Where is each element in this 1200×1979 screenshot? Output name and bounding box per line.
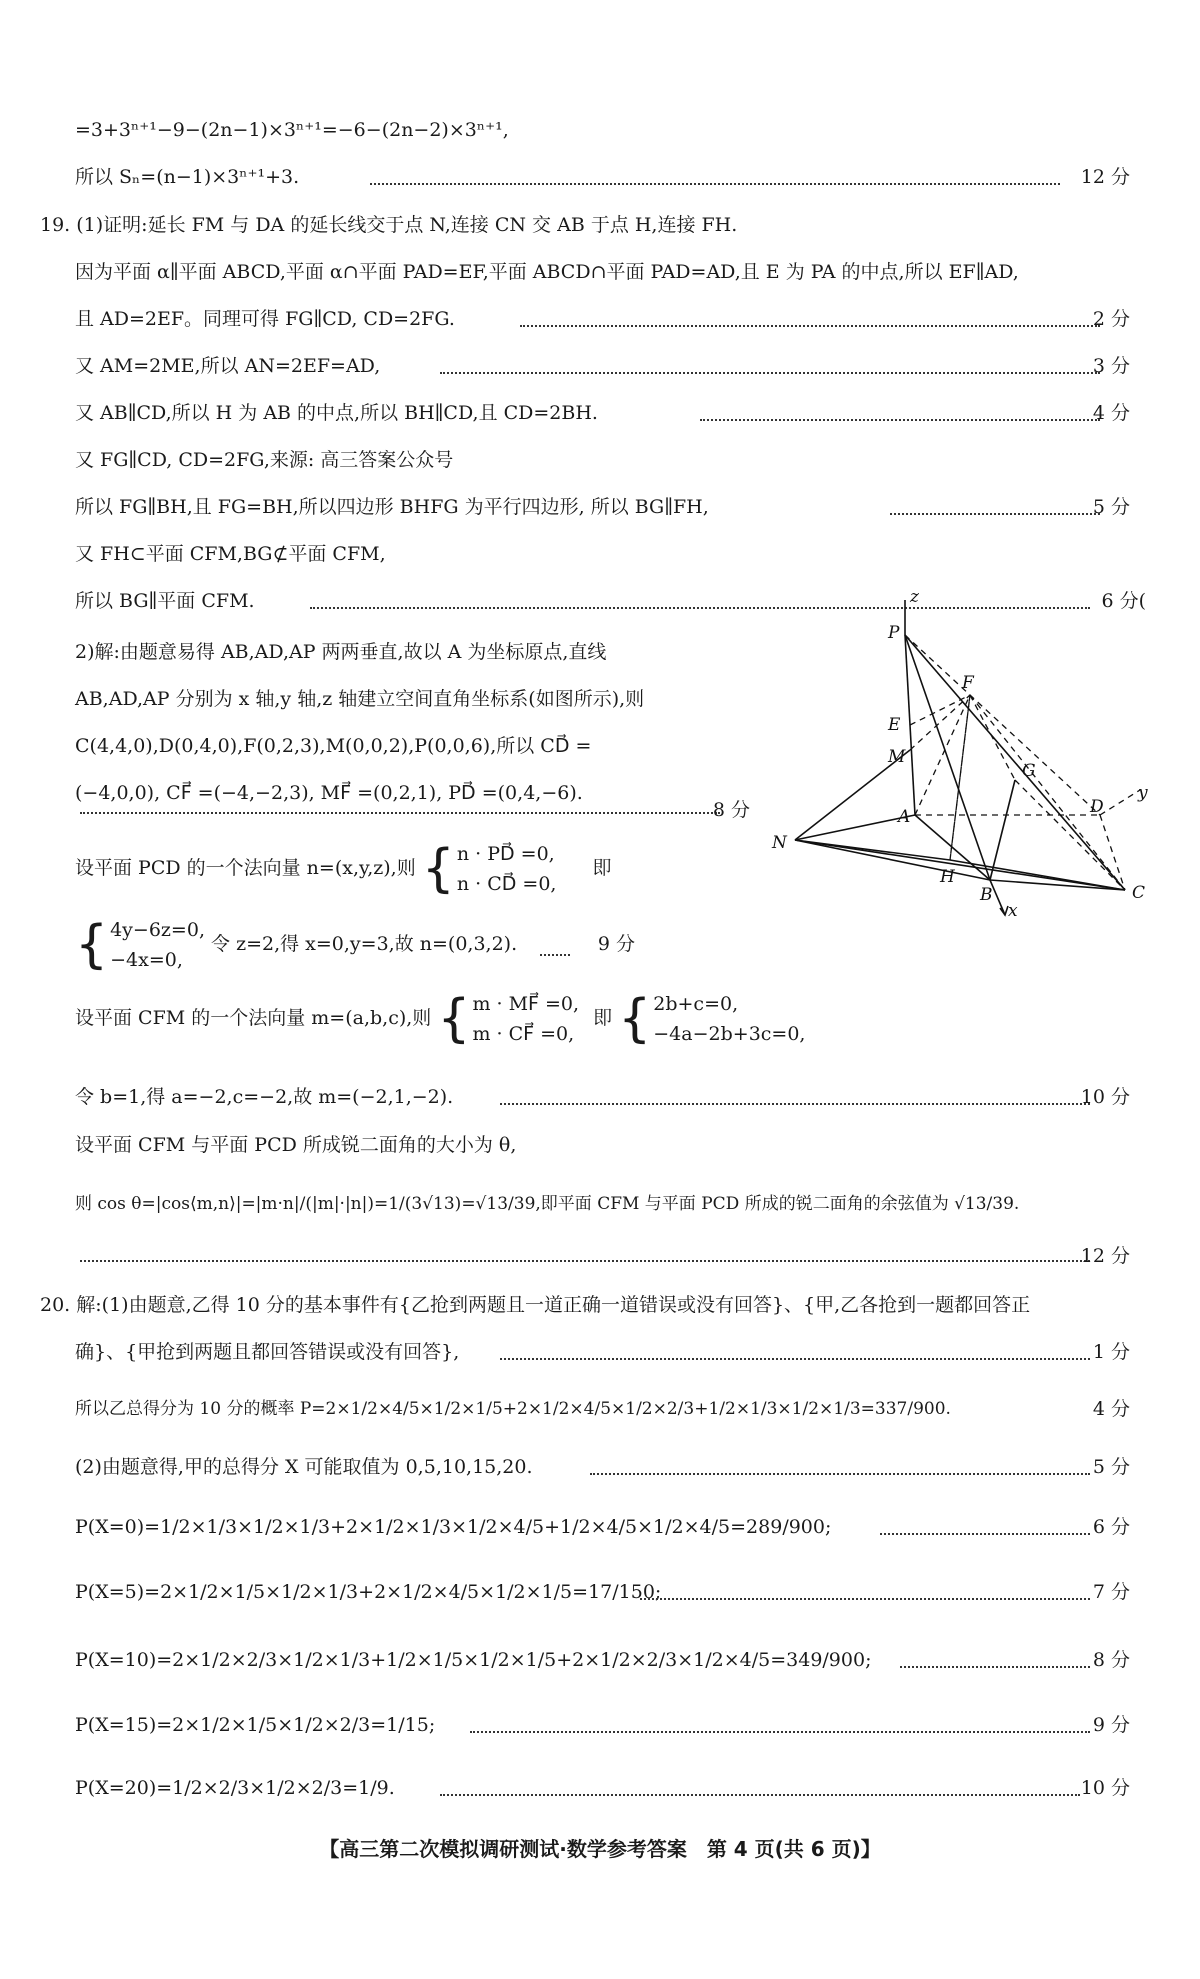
- dot-leader: [500, 1103, 1090, 1105]
- score-mark: 9 分: [597, 933, 635, 955]
- proof-line: 又 AM=2ME,所以 AN=2EF=AD,: [75, 355, 381, 377]
- score-mark: 10 分: [1080, 1777, 1130, 1799]
- solution-line: AB,AD,AP 分别为 x 轴,y 轴,z 轴建立空间直角坐标系(如图所示),则: [75, 688, 645, 710]
- normal-m-intro: 设平面 CFM 的一个法向量 m=(a,b,c),则: [75, 1007, 432, 1029]
- dot-leader: [880, 1533, 1090, 1535]
- dot-leader: [700, 419, 1100, 421]
- solution-line: (2)由题意得,甲的总得分 X 可能取值为 0,5,10,15,20.: [75, 1456, 533, 1478]
- normal-n-intro: 设平面 PCD 的一个法向量 n=(x,y,z),则: [75, 857, 416, 879]
- dot-leader: [640, 1598, 1090, 1600]
- system-row: 4y−6z=0,: [110, 919, 205, 941]
- dot-leader: [440, 1794, 1080, 1796]
- system-row: n · CD⃗ =0,: [456, 873, 557, 895]
- score-mark: 1 分: [1092, 1341, 1130, 1363]
- label-z: z: [910, 590, 919, 607]
- proof-line: 所以 FG∥BH,且 FG=BH,所以四边形 BHFG 为平行四边形, 所以 BG∥FH,: [75, 496, 709, 518]
- dot-leader: [520, 325, 1100, 327]
- solution-line: C(4,4,0),D(0,4,0),F(0,2,3),M(0,0,2),P(0,0,6),所以 CD⃗ =: [75, 735, 592, 757]
- dot-leader: [500, 1358, 1090, 1360]
- probability-line: P(X=15)=2×1/2×1/5×1/2×2/3=1/15;: [75, 1714, 436, 1736]
- label-h: H: [940, 867, 955, 887]
- dot-leader: [540, 954, 570, 956]
- probability-line: P(X=0)=1/2×1/3×1/2×1/3+2×1/2×1/3×1/2×4/5+1/2×4/5×1/2×4/5=289/900;: [75, 1516, 832, 1538]
- score-mark: 8 分: [1092, 1649, 1130, 1671]
- proof-line: 又 FH⊂平面 CFM,BG⊄平面 CFM,: [75, 543, 386, 565]
- proof-line: 所以 BG∥平面 CFM.: [75, 590, 255, 612]
- system-row: m · CF⃗ =0,: [472, 1023, 575, 1045]
- system-row: 2b+c=0,: [653, 993, 739, 1015]
- dot-leader: [440, 372, 1100, 374]
- dot-leader: [590, 1473, 1090, 1475]
- score-mark: 10 分: [1080, 1086, 1130, 1108]
- system-row: −4x=0,: [110, 949, 183, 971]
- score-mark: 12 分: [1080, 166, 1130, 188]
- label-b: B: [980, 885, 993, 905]
- page-footer: 【高三第二次模拟调研测试·数学参考答案 第 4 页(共 6 页)】: [319, 1837, 881, 1861]
- proof-line: 因为平面 α∥平面 ABCD,平面 α∩平面 PAD=EF,平面 ABCD∩平面 PAD=AD,且 E 为 PA 的中点,所以 EF∥AD,: [75, 261, 1019, 283]
- score-mark: 9 分: [1092, 1714, 1130, 1736]
- normal-n-solution: 令 z=2,得 x=0,y=3,故 n=(0,3,2).: [211, 933, 518, 955]
- score-mark: 12 分: [1080, 1245, 1130, 1267]
- score-mark: 5 分: [1092, 496, 1130, 518]
- normal-n-then: 即: [592, 857, 612, 879]
- score-mark: 7 分: [1092, 1581, 1130, 1603]
- score-mark: 4 分: [1092, 1398, 1130, 1420]
- probability-line: P(X=20)=1/2×2/3×1/2×2/3=1/9.: [75, 1777, 395, 1799]
- q20-title: 20. 解:(1)由题意,乙得 10 分的基本事件有{乙抢到两题且一道正确一道错误或没有回答}、{甲,乙各抢到一题都回答正: [40, 1294, 1031, 1316]
- label-g: G: [1022, 761, 1036, 781]
- system-row: n · PD⃗ =0,: [456, 843, 555, 865]
- label-f: F: [962, 673, 974, 693]
- q19-title: 19. (1)证明:延长 FM 与 DA 的延长线交于点 N,连接 CN 交 AB 于点 H,连接 FH.: [40, 214, 738, 236]
- normal-n-line: [75, 838, 612, 899]
- dot-leader: [370, 183, 1060, 185]
- score-mark: 3 分: [1092, 355, 1130, 377]
- label-p: P: [888, 623, 900, 643]
- probability-line: 所以乙总得分为 10 分的概率 P=2×1/2×4/5×1/2×1/5+2×1/2×4/5×1/2×2/3+1/2×1/3×1/2×1/3=337/900.: [75, 1399, 951, 1419]
- geometry-figure: [740, 590, 1180, 920]
- normal-m-then: 即: [593, 1007, 613, 1029]
- proof-line: 又 AB∥CD,所以 H 为 AB 的中点,所以 BH∥CD,且 CD=2BH.: [75, 402, 598, 424]
- label-m: M: [888, 747, 906, 767]
- label-a: A: [898, 807, 911, 827]
- system-row: m · MF⃗ =0,: [472, 993, 580, 1015]
- system-row: −4a−2b+3c=0,: [653, 1023, 806, 1045]
- normal-n-result: [75, 914, 517, 975]
- probability-line: P(X=5)=2×1/2×1/5×1/2×1/3+2×1/2×4/5×1/2×1/5=17/150;: [75, 1581, 662, 1603]
- score-mark: 5 分: [1092, 1456, 1130, 1478]
- label-x: x: [1008, 901, 1018, 920]
- equation-line: =3+3ⁿ⁺¹−9−(2n−1)×3ⁿ⁺¹=−6−(2n−2)×3ⁿ⁺¹,: [75, 119, 509, 141]
- dot-leader: [470, 1731, 1090, 1733]
- score-mark: 8 分: [712, 799, 750, 821]
- dot-leader: [80, 812, 720, 814]
- score-mark: 2 分: [1092, 308, 1130, 330]
- normal-m-line: [75, 988, 805, 1049]
- cosine-line: 则 cos θ=|cos⟨m,n⟩|=|m·n|/(|m|·|n|)=1/(3√13)=√13/39,即平面 CFM 与平面 PCD 所成的锐二面角的余弦值为 √13/39.: [75, 1194, 1020, 1214]
- score-mark: 6 分(: [1101, 590, 1146, 612]
- solution-line: (−4,0,0), CF⃗ =(−4,−2,3), MF⃗ =(0,2,1), PD⃗ =(0,4,−6).: [75, 782, 583, 804]
- score-mark: 4 分: [1092, 402, 1130, 424]
- dot-leader: [890, 513, 1100, 515]
- equation-system: { n · PD⃗ =0, n · CD⃗ =0,: [421, 839, 557, 899]
- probability-line: P(X=10)=2×1/2×2/3×1/2×1/3+1/2×1/5×1/2×1/5+2×1/2×2/3×1/2×4/5=349/900;: [75, 1649, 872, 1671]
- conclusion-line: 所以 Sₙ=(n−1)×3ⁿ⁺¹+3.: [75, 166, 300, 188]
- score-mark: 6 分: [1092, 1516, 1130, 1538]
- normal-m-result: 令 b=1,得 a=−2,c=−2,故 m=(−2,1,−2).: [75, 1086, 454, 1108]
- equation-system: { 4y−6z=0, −4x=0,: [75, 915, 205, 975]
- dot-leader: [80, 1260, 1090, 1262]
- label-e: E: [888, 715, 901, 735]
- label-c: C: [1132, 883, 1146, 903]
- solution-line: 确}、{甲抢到两题且都回答错误或没有回答},: [75, 1341, 460, 1363]
- proof-line: 且 AD=2EF。同理可得 FG∥CD, CD=2FG.: [75, 308, 455, 330]
- label-n: N: [772, 833, 787, 853]
- equation-system: { 2b+c=0, −4a−2b+3c=0,: [618, 989, 806, 1049]
- angle-line: 设平面 CFM 与平面 PCD 所成锐二面角的大小为 θ,: [75, 1134, 517, 1156]
- label-d: D: [1090, 797, 1104, 817]
- label-y: y: [1138, 783, 1148, 803]
- equation-system: { m · MF⃗ =0, m · CF⃗ =0,: [437, 989, 580, 1049]
- dot-leader: [900, 1666, 1090, 1668]
- proof-line: 又 FG∥CD, CD=2FG,来源: 高三答案公众号: [75, 449, 454, 471]
- solution-line: 2)解:由题意易得 AB,AD,AP 两两垂直,故以 A 为坐标原点,直线: [75, 641, 607, 663]
